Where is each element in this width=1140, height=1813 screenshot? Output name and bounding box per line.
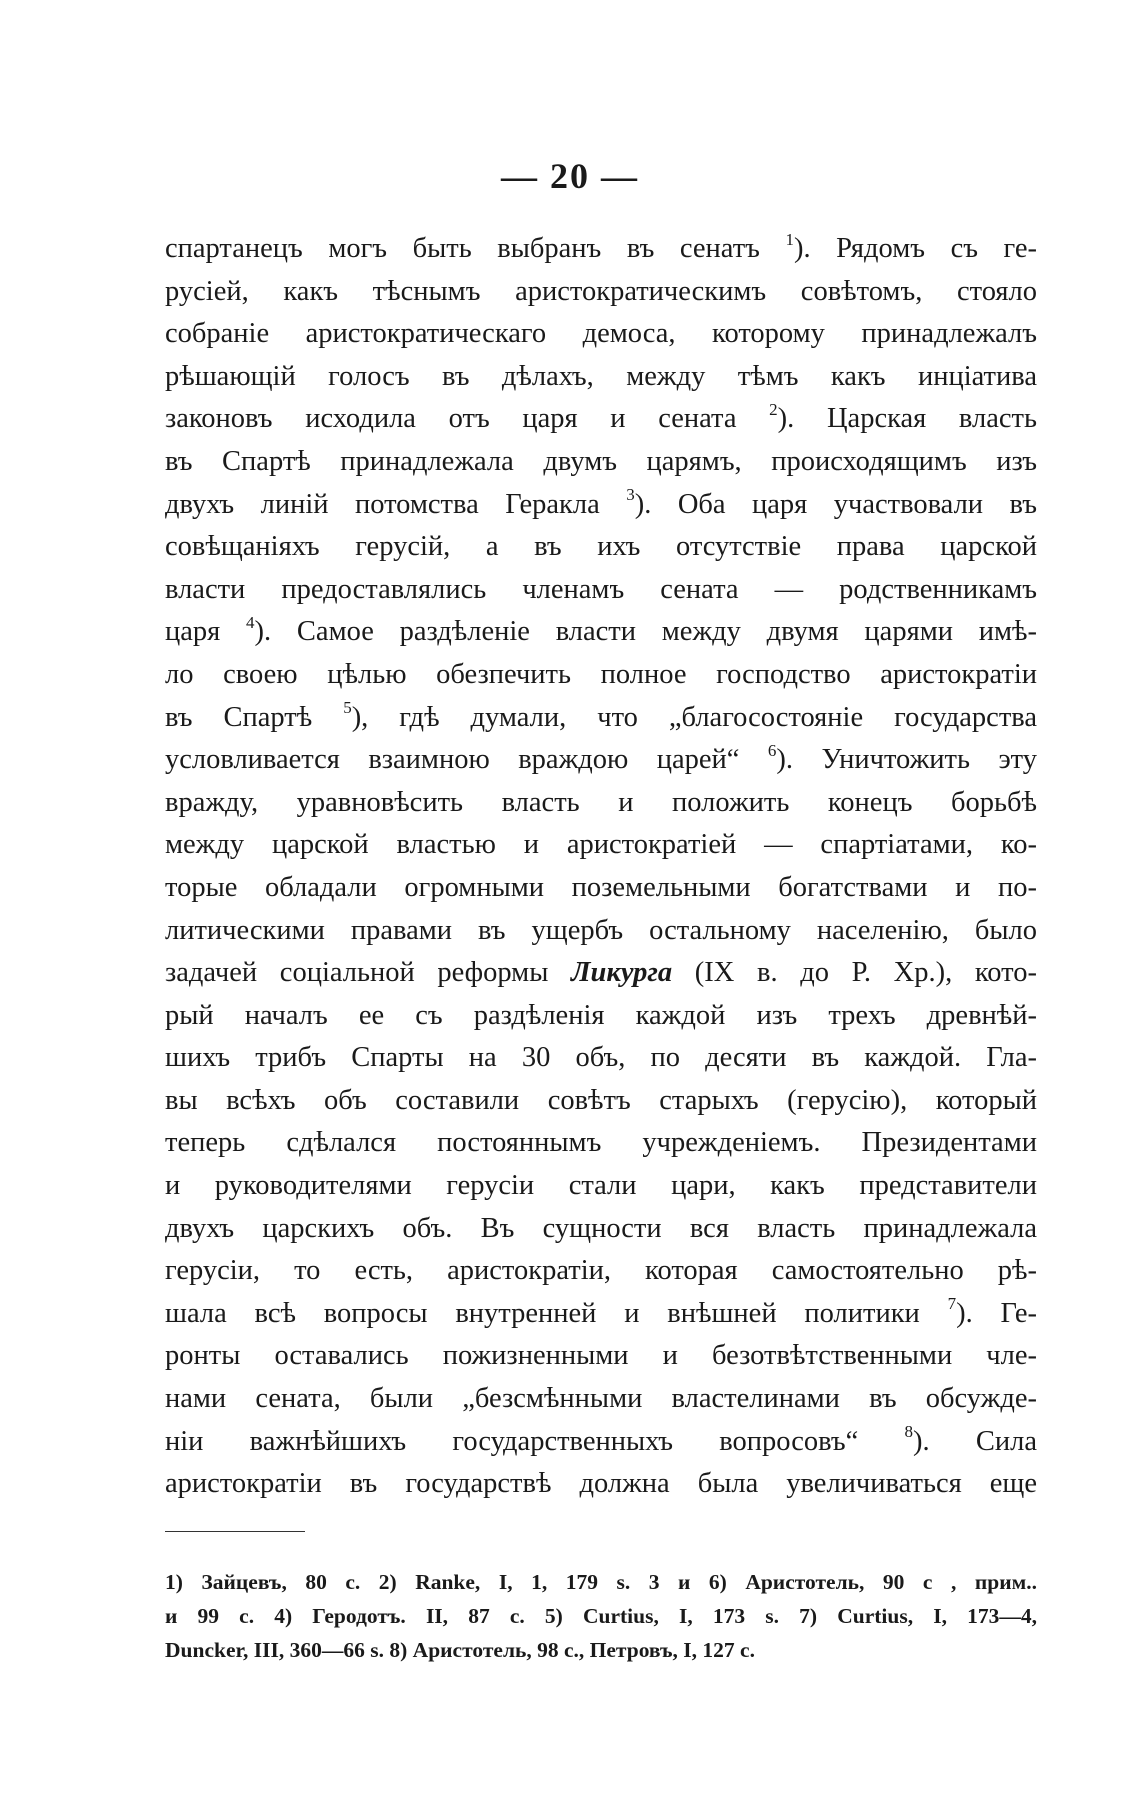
main-text — [165, 228, 1037, 1506]
text-line-13: условливается взаимною враждою царей“ $^6$). Уничтожить эту — [165, 740, 1037, 776]
text-line-23: и руководителями герусіи стали цари, какъ представители — [165, 1170, 1037, 1202]
text-line-15: между царской властью и аристократіей — спартіатами, ко- — [165, 829, 1037, 861]
text-line-5: законовъ исходила отъ царя и сената $^2$). Царская власть — [165, 399, 1037, 435]
footnote-line-3: Duncker, III, 360—66 s. 8) Аристотель, 98 с., Петровъ, I, 127 с. — [165, 1638, 755, 1662]
text-line-16: торые обладали огромными поземельными богатствами и по- — [165, 871, 1037, 903]
text-line-2: русіей, какъ тѣснымъ аристократическимъ совѣтомъ, стояло — [165, 275, 1037, 307]
text-line-10: царя $^4$). Самое раздѣленіе власти между двумя царями имѣ- — [165, 612, 1037, 648]
emphasized-name: Ликурга — [571, 957, 673, 989]
text-line-12: въ Спартѣ $^5$), гдѣ думали, что „благосостояніе государства — [165, 698, 1037, 733]
footnote-divider — [165, 1531, 305, 1532]
text-line-8: совѣщаніяхъ герусій, а въ ихъ отсутствіе права царской — [165, 531, 1037, 563]
text-line-18: задачей соціальной реформы Ликурга (IX в. до Р. Хр.), кото- — [165, 957, 1037, 989]
text-line-3: собраніе аристократическаго демоса, которому принадлежалъ — [165, 318, 1037, 350]
footnote-line-2: и 99 с. 4) Геродотъ. II, 87 с. 5) Curtius, I, 173 s. 7) Curtius, I, 173—4, — [165, 1604, 1037, 1628]
text-line-14: вражду, уравновѣсить власть и положить конецъ борьбѣ — [165, 786, 1037, 818]
text-line-30: аристократіи въ государствѣ должна была увеличиваться еще — [165, 1468, 1037, 1500]
text-line-26: шала всѣ вопросы внутренней и внѣшней политики $^7$). Ге- — [165, 1294, 1037, 1329]
text-line-11: ло своею цѣлью обезпечить полное господство аристократіи — [165, 658, 1037, 690]
text-line-28: нами сената, были „безсмѣнными властелинами въ обсужде- — [165, 1383, 1037, 1415]
text-line-19: рый началъ ее съ раздѣленія каждой изъ трехъ древнѣй- — [165, 999, 1037, 1031]
text-line-21: вы всѣхъ объ составили совѣтъ старыхъ (герусію), который — [165, 1084, 1037, 1116]
text-line-17: литическими правами въ ущербъ остальному населенію, было — [165, 914, 1037, 946]
text-line-6: въ Спартѣ принадлежала двумъ царямъ, происходящимъ изъ — [165, 445, 1037, 477]
text-line-24: двухъ царскихъ объ. Въ сущности вся власть принадлежала — [165, 1212, 1037, 1244]
footnotes — [165, 1565, 1037, 1667]
text-line-4: рѣшающій голосъ въ дѣлахъ, между тѣмъ какъ инціатива — [165, 360, 1037, 392]
text-line-29: ніи важнѣйшихъ государственныхъ вопросовъ“ $^8$). Сила — [165, 1422, 1037, 1457]
text-line-9: власти предоставлялись членамъ сената — родственникамъ — [165, 573, 1037, 605]
text-line-22: теперь сдѣлался постояннымъ учрежденіемъ. Президентами — [165, 1127, 1037, 1159]
page-number: — 20 — — [501, 156, 639, 196]
footnote-line-1: 1) Зайцевъ, 80 с. 2) Ranke, I, 1, 179 s. 3 и 6) Аристотель, 90 с , прим.. — [165, 1570, 1037, 1594]
text-line-25: герусіи, то есть, аристократіи, которая самостоятельно рѣ- — [165, 1255, 1037, 1287]
text-line-20: шихъ трибъ Спарты на 30 объ, по десяти въ каждой. Гла- — [165, 1042, 1037, 1074]
text-line-1: спартанецъ могъ быть выбранъ въ сенатъ $^1$). Рядомъ съ ге- — [165, 229, 1037, 264]
text-line-7: двухъ линій потомства Геракла $^3$). Оба царя участвовали въ — [165, 485, 1037, 520]
text-line-27: ронты оставались пожизненными и безотвѣтственными чле- — [165, 1340, 1037, 1372]
